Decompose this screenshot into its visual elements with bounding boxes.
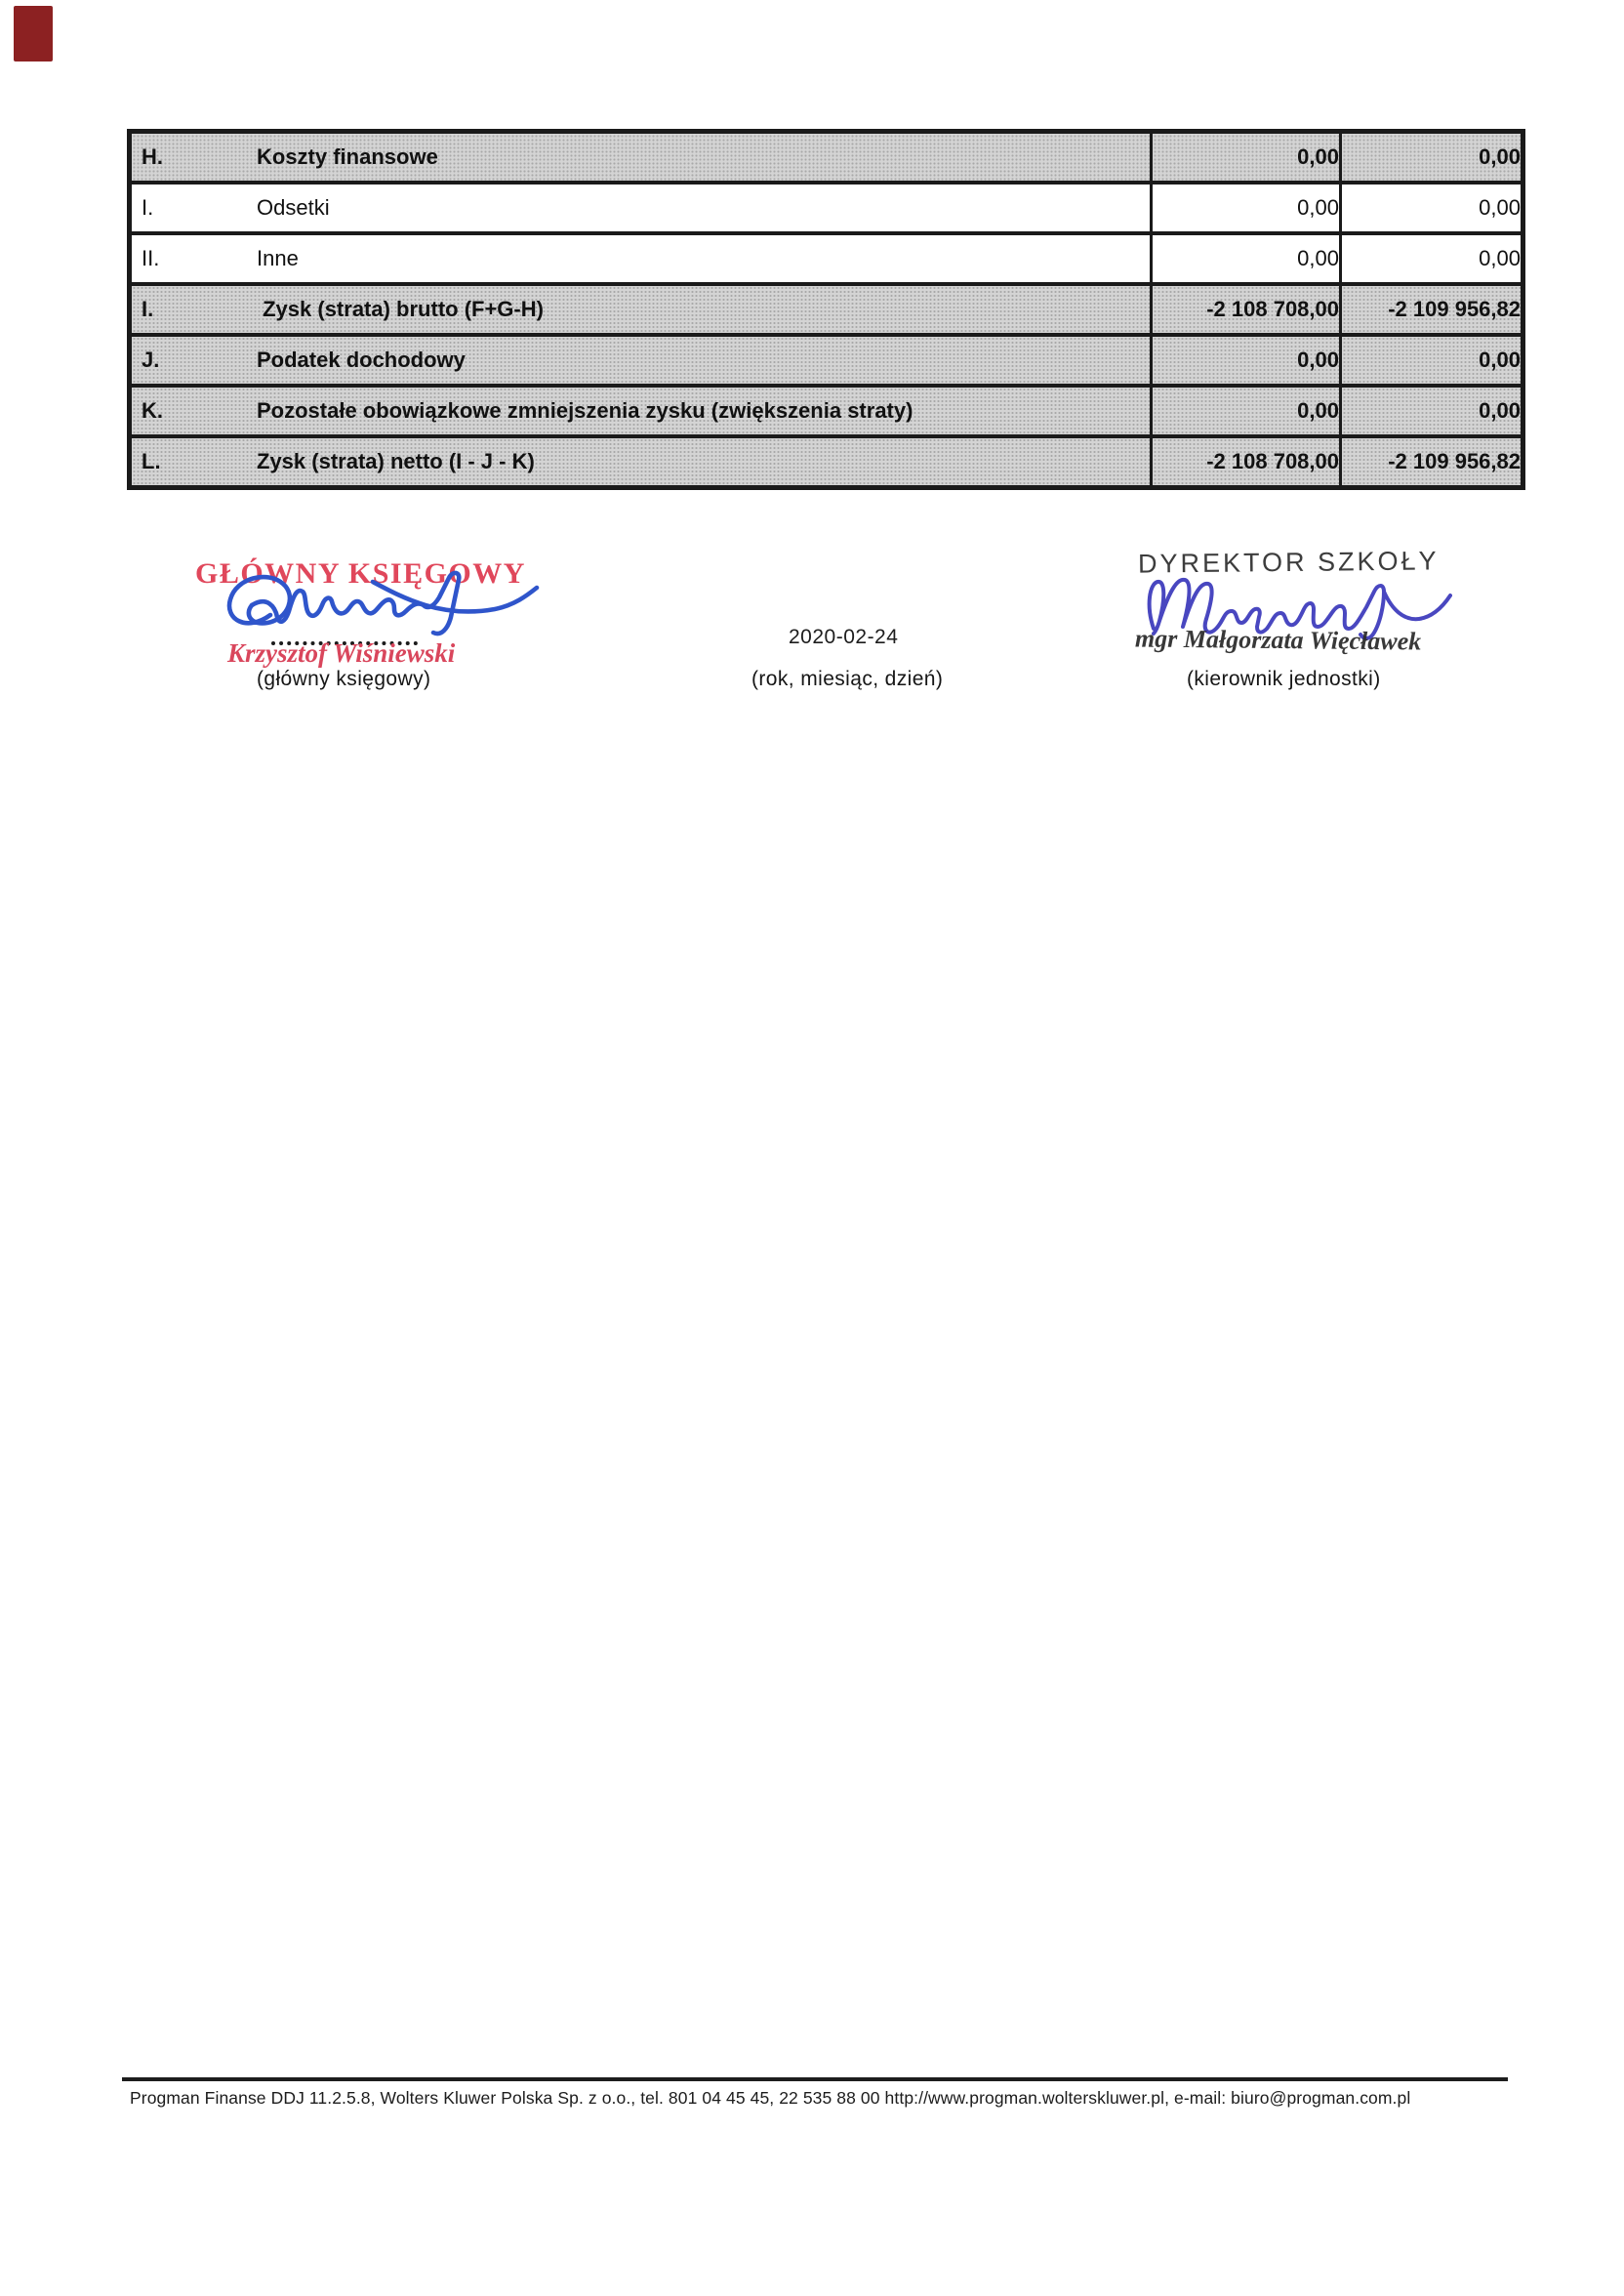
row-value-previous: 0,00: [1341, 183, 1523, 233]
stamp-director-name: mgr Małgorzata Więcławek: [1134, 624, 1422, 656]
footer-divider: [122, 2077, 1508, 2081]
scan-mark: [14, 6, 53, 62]
row-value-current: 0,00: [1152, 335, 1341, 386]
row-value-current: 0,00: [1152, 386, 1341, 436]
table-row: [130, 335, 1523, 386]
caption-director: (kierownik jednostki): [1187, 668, 1381, 690]
row-value-current: -2 108 708,00: [1152, 436, 1341, 488]
row-label-cell: [130, 284, 1152, 335]
row-code: J.: [142, 348, 160, 372]
stamp-director-title: DYREKTOR SZKOŁY: [1137, 546, 1440, 579]
caption-date-format: (rok, miesiąc, dzień): [751, 668, 944, 690]
stamp-chief-accountant-title: GŁÓWNY KSIĘGOWY: [195, 557, 526, 590]
row-code: L.: [142, 449, 161, 473]
row-label: Pozostałe obowiązkowe zmniejszenia zysku (zwiększenia straty): [257, 398, 914, 423]
row-value-current: 0,00: [1152, 183, 1341, 233]
row-value-previous: 0,00: [1341, 233, 1523, 284]
row-label: Zysk (strata) netto (I - J - K): [257, 449, 535, 473]
row-value-previous: 0,00: [1341, 386, 1523, 436]
row-label-cell: [130, 386, 1152, 436]
stamp-chief-accountant-name: Krzysztof Wiśniewski: [227, 638, 456, 668]
row-label: Podatek dochodowy: [257, 348, 466, 372]
row-code: I.: [142, 297, 154, 321]
row-label-cell: [130, 183, 1152, 233]
row-value-current: -2 108 708,00: [1152, 284, 1341, 335]
table-row: [130, 132, 1523, 184]
table-row: [130, 183, 1523, 233]
row-value-current: 0,00: [1152, 132, 1341, 184]
row-value-previous: 0,00: [1341, 132, 1523, 184]
row-code: II.: [142, 246, 160, 270]
row-label: Koszty finansowe: [257, 144, 438, 169]
row-label: Inne: [257, 246, 299, 270]
row-value-current: 0,00: [1152, 233, 1341, 284]
table-row: [130, 233, 1523, 284]
row-label-cell: [130, 436, 1152, 488]
row-label: Odsetki: [257, 195, 330, 220]
table-row: [130, 386, 1523, 436]
table-row: [130, 284, 1523, 335]
financial-table: [127, 129, 1525, 490]
row-value-previous: -2 109 956,82: [1341, 284, 1523, 335]
table-row: [130, 436, 1523, 488]
caption-chief-accountant: (główny księgowy): [257, 668, 431, 690]
row-value-previous: 0,00: [1341, 335, 1523, 386]
row-value-previous: -2 109 956,82: [1341, 436, 1523, 488]
row-code: H.: [142, 144, 163, 169]
row-label-cell: [130, 233, 1152, 284]
row-label-cell: [130, 335, 1152, 386]
row-code: I.: [142, 195, 154, 220]
footer-text: Progman Finanse DDJ 11.2.5.8, Wolters Kluwer Polska Sp. z o.o., tel. 801 04 45 45, 22 535 88 00 http://www.progman.wolterskluwer.pl, e-mail: biuro@progman.com.pl: [130, 2088, 1411, 2108]
row-label: Zysk (strata) brutto (F+G-H): [257, 297, 544, 321]
row-code: K.: [142, 398, 163, 423]
document-date: 2020-02-24: [789, 626, 899, 648]
row-label-cell: [130, 132, 1152, 184]
